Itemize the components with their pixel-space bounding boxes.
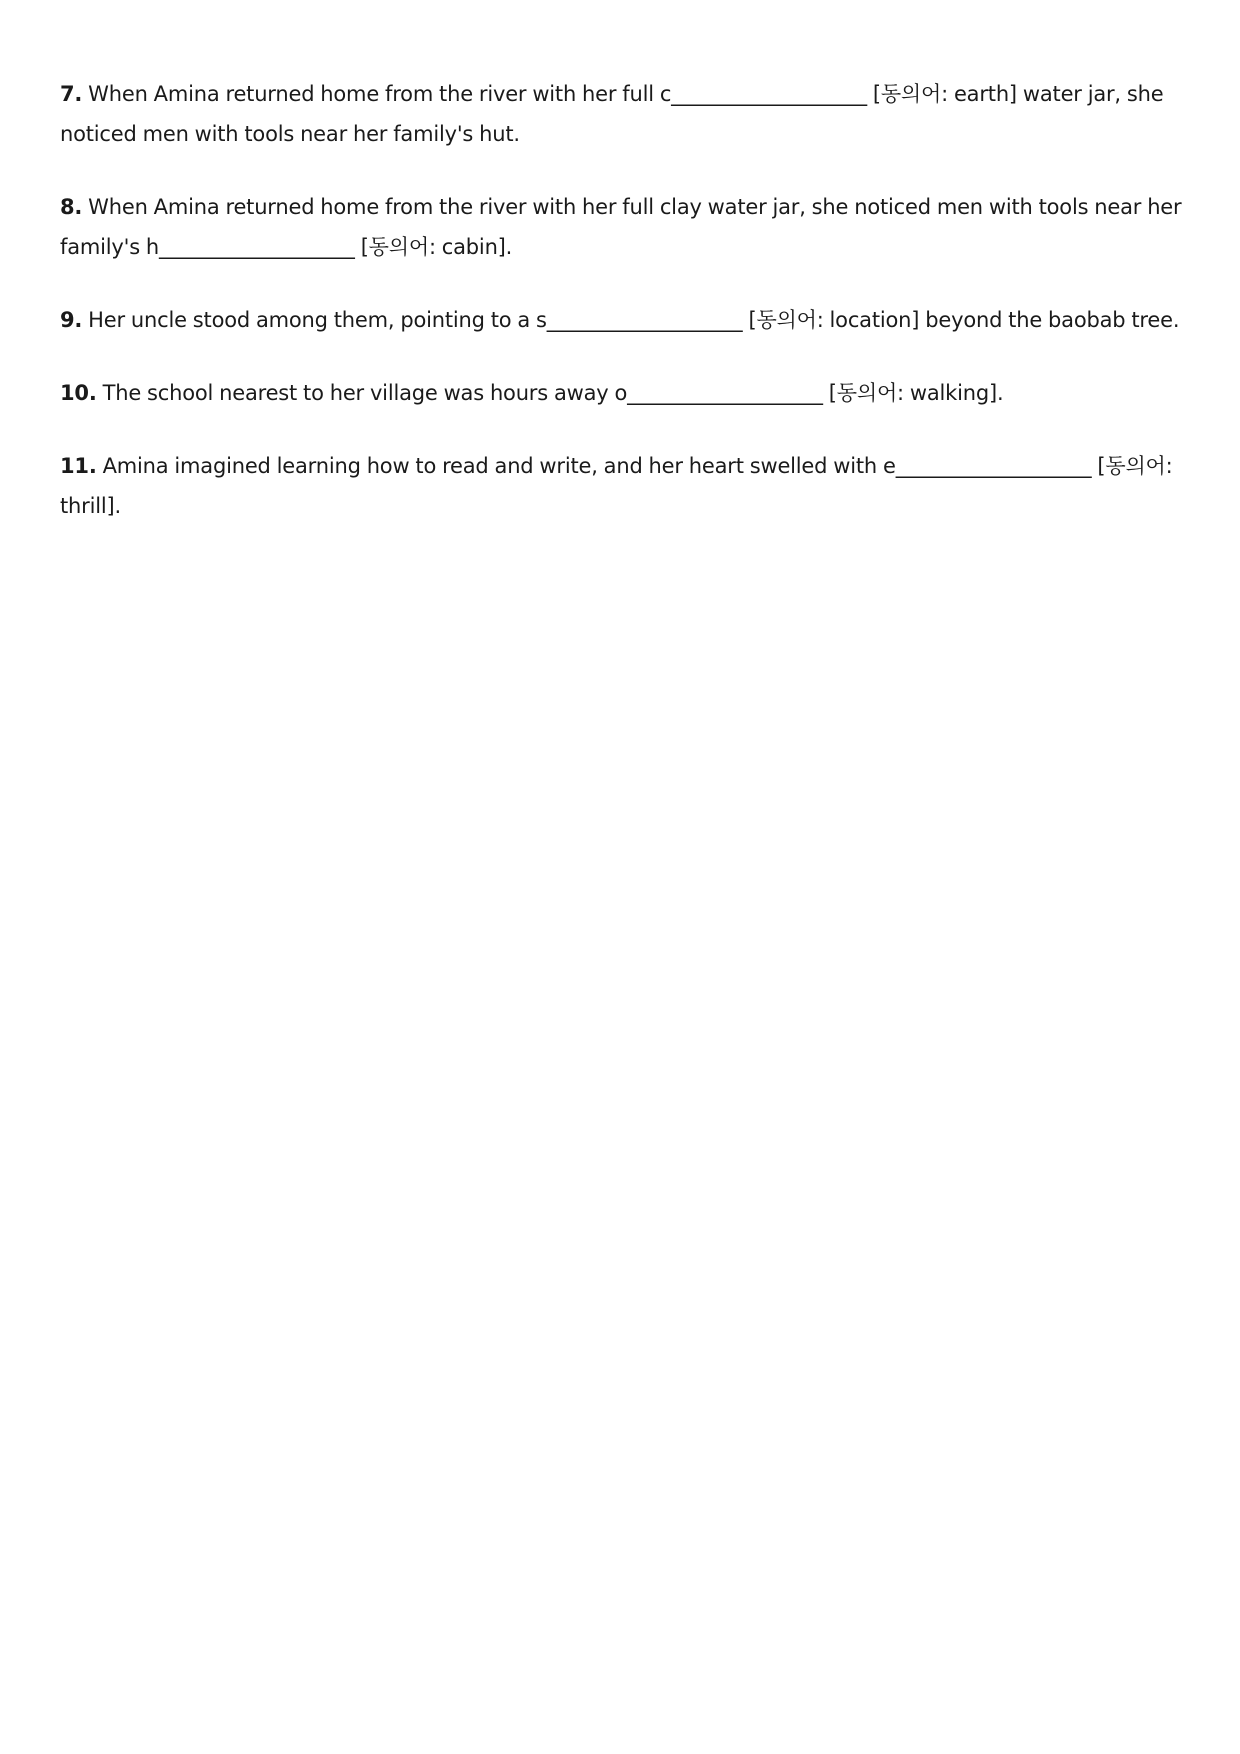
question-7 [60,74,1185,154]
question-11 [60,446,1185,526]
question-8 [60,187,1185,267]
question-text: When Amina returned home from the river with her full clay water jar, she noticed men with tools near her family's h___________________ [동의어: cabin]. [60,195,1182,259]
question-text: Amina imagined learning how to read and write, and her heart swelled with e___________________ [동의어: thrill]. [60,454,1173,518]
question-text: Her uncle stood among them, pointing to a s___________________ [동의어: location] beyond the baobab tree. [82,308,1180,332]
question-number: 9. [60,308,83,332]
question-9 [60,300,1185,340]
question-number: 8. [60,195,83,219]
question-number: 11. [60,454,97,478]
question-text: The school nearest to her village was hours away o___________________ [동의어: walking]. [96,381,1004,405]
question-number: 10. [60,381,97,405]
question-number: 7. [60,82,83,106]
question-text: When Amina returned home from the river with her full c___________________ [동의어: earth] water jar, she noticed men with tools near her family's hut. [60,82,1164,146]
question-10 [60,373,1185,413]
question-list [60,74,1185,559]
